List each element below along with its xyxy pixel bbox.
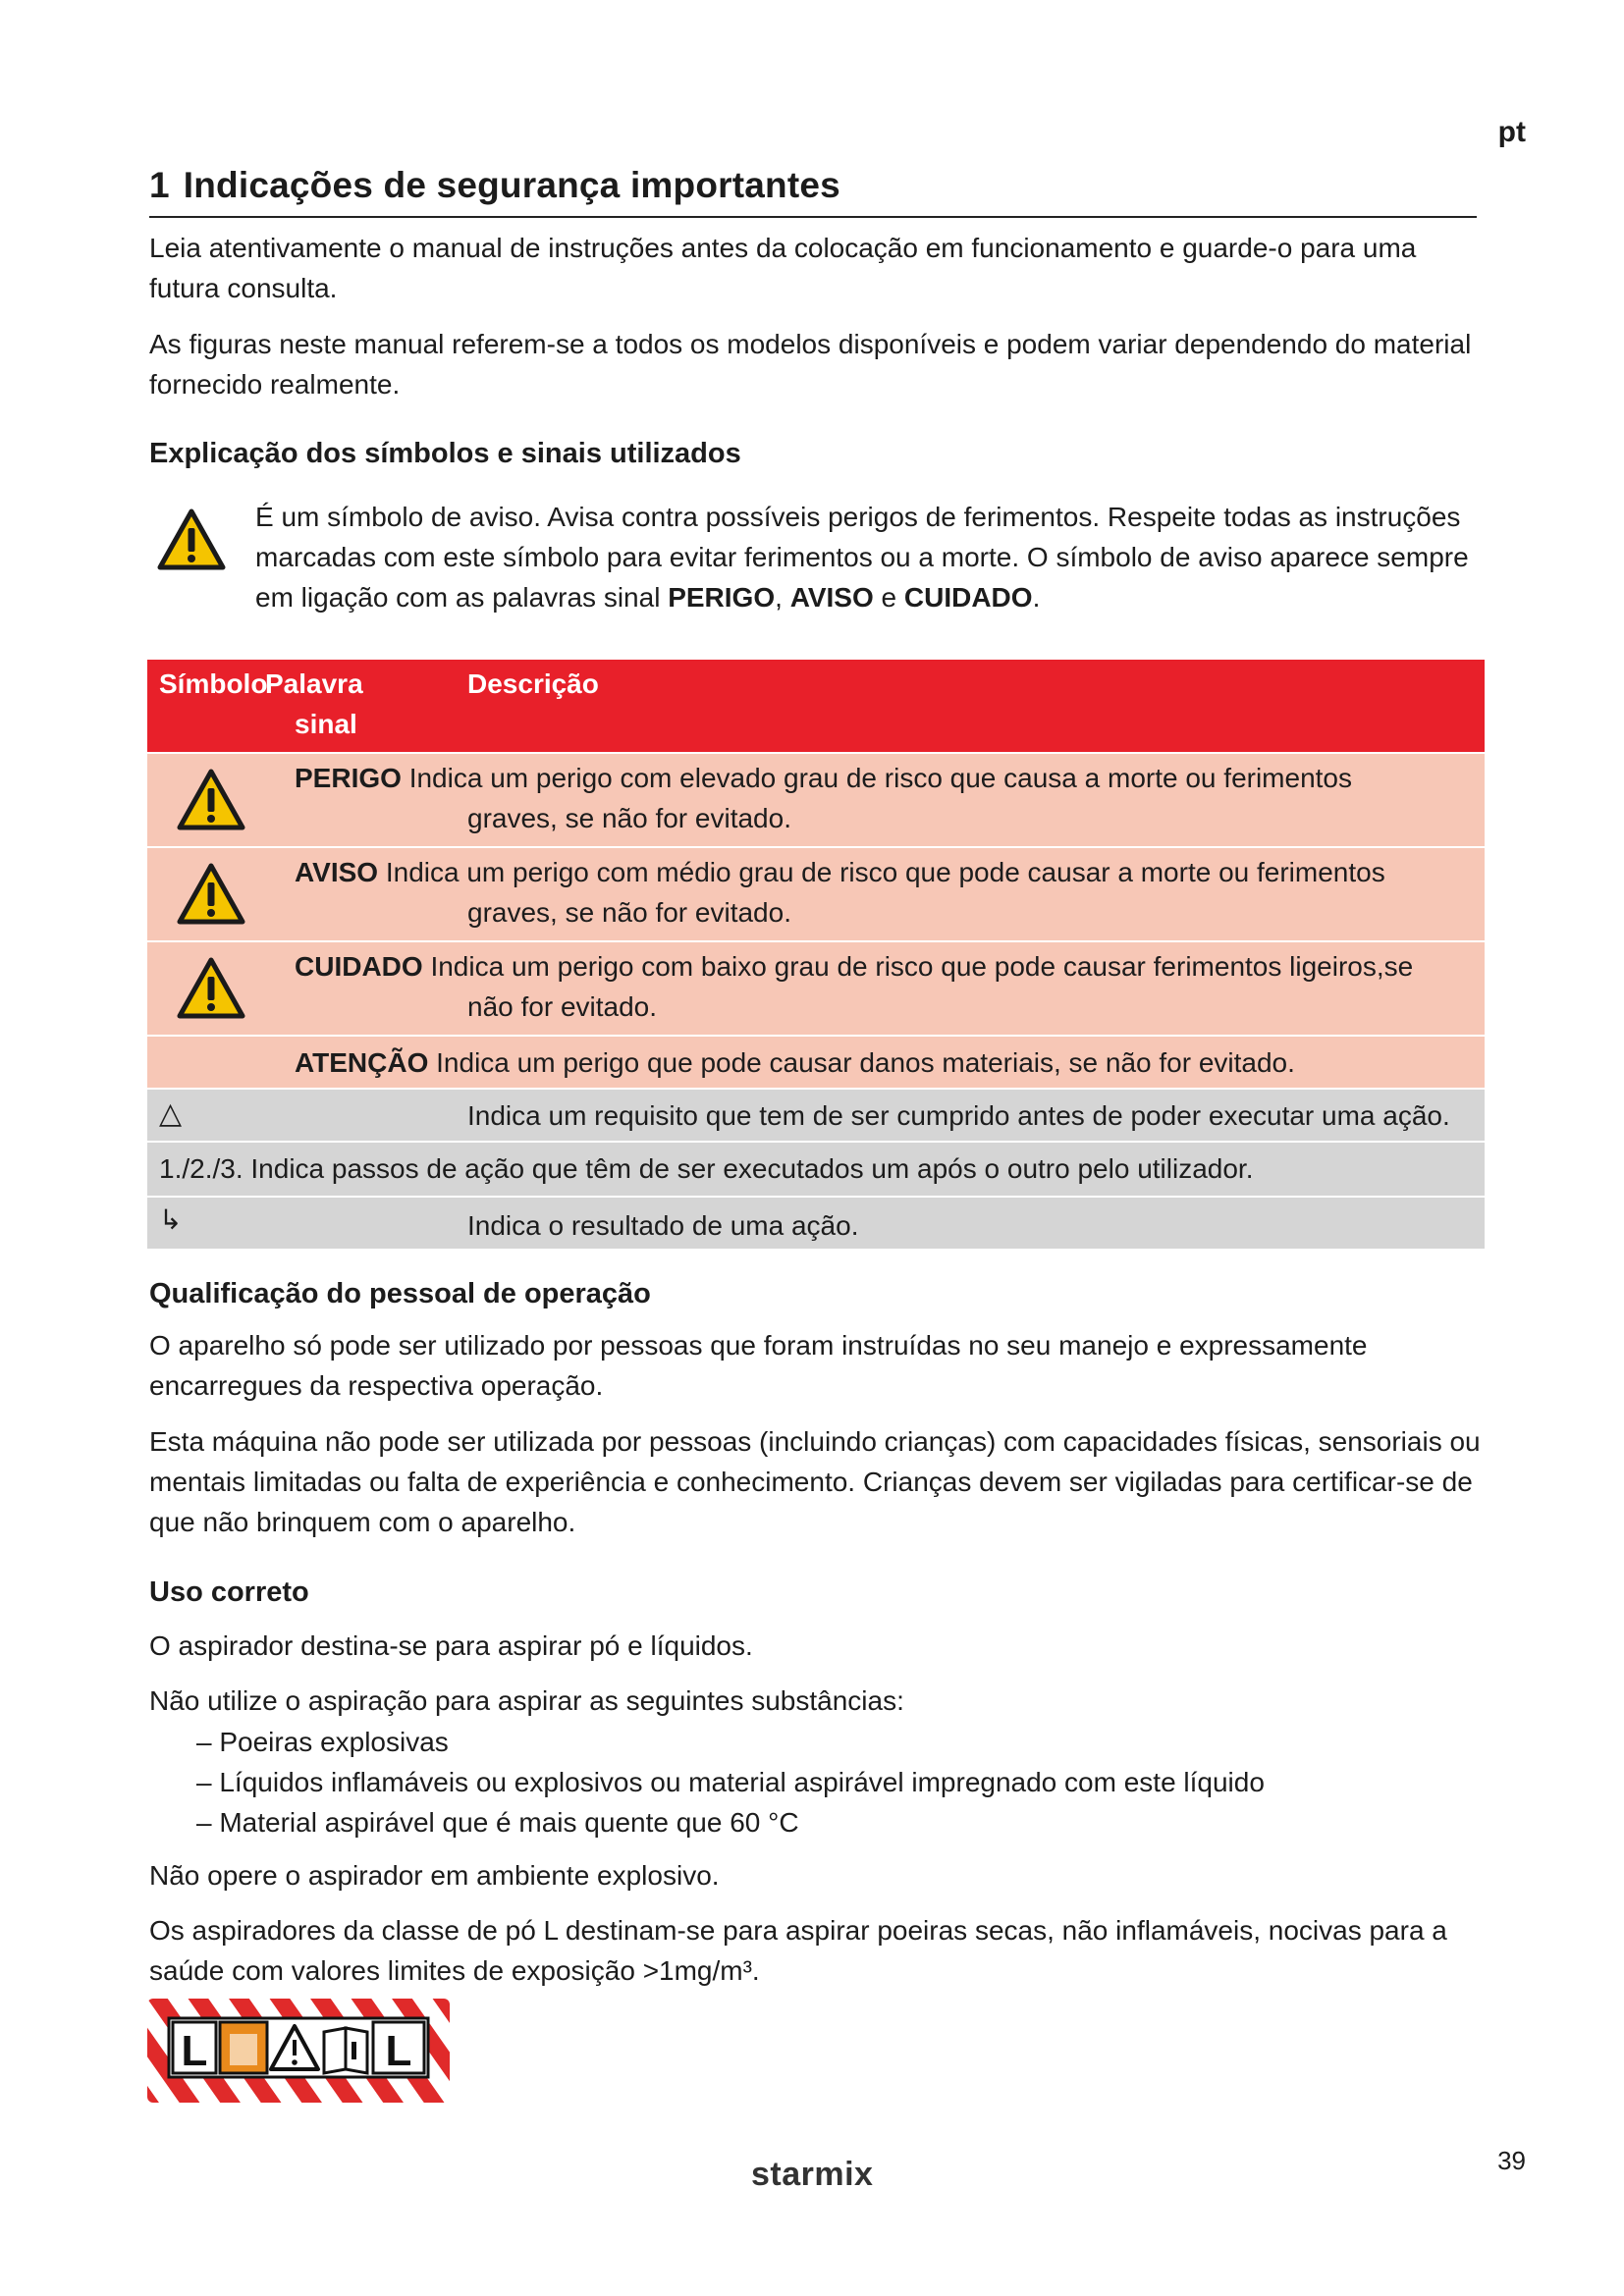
use-paragraph-1: O aspirador destina-se para aspirar pó e líquidos. [149,1630,753,1661]
table-row [147,942,1485,1035]
row-desc: Indica um perigo que pode causar danos materiais, se não for evitado. [436,1047,1295,1078]
col-word-line2: sinal [295,709,357,739]
signal-word: AVISO [295,857,379,887]
signal-word: ATENÇÃO [295,1047,429,1078]
intro-paragraph-1: Leia atentivamente o manual de instruções antes da colocação em funcionamento e guarde-o para uma futura consulta. [149,233,1417,303]
requirement-desc: Indica um requisito que tem de ser cumprido antes de poder executar uma ação. [467,1100,1450,1131]
table-header [147,660,1485,752]
table-row [147,1198,1485,1249]
row-desc-cont: graves, se não for evitado. [467,803,791,833]
badge-letter-right: L [385,2027,412,2075]
signal-word: PERIGO [295,763,402,793]
row-text [295,946,1413,987]
warning-triangle-icon [177,957,245,1020]
table-row [147,1037,1485,1088]
sentence-end: . [1032,582,1041,613]
qualification-paragraph-1: O aparelho só pode ser utilizado por pessoas que foram instruídas no seu manejo e expressamente encarregues da respectiva operação. [149,1330,1368,1401]
brand-logo: starmix [751,2156,874,2193]
use-heading: Uso correto [149,1576,309,1608]
table-row [147,848,1485,940]
keyword-aviso: AVISO [789,582,874,613]
page-number: 39 [1497,2146,1526,2175]
warning-triangle-icon [177,769,245,831]
table-row [147,1090,1485,1141]
symbols-heading: Explicação dos símbolos e sinais utilizados [149,438,741,469]
separator-2: e [873,582,904,613]
badge-letter-left: L [181,2027,208,2075]
section-heading [149,165,1477,218]
col-word-line1: Palavra [265,668,363,699]
warning-triangle-icon [177,863,245,926]
qualification-heading: Qualificação do pessoal de operação [149,1278,651,1309]
result-desc: Indica o resultado de uma ação. [467,1210,859,1241]
list-item: – Líquidos inflamáveis ou explosivos ou material aspirável impregnado com este líquido [196,1767,1265,1797]
substances-list [196,1722,1265,1842]
use-paragraph-4: Os aspiradores da classe de pó L destinam-se para aspirar poeiras secas, não inflamáveis, nocivas para a saúde com valores limites de exposição >1mg/m³. [149,1915,1447,1986]
steps-desc: 1./2./3. Indica passos de ação que têm de ser executados um após o outro pelo utilizador. [159,1153,1254,1184]
intro-paragraph-2: As figuras neste manual referem-se a todos os modelos disponíveis e podem variar dependendo do material fornecido realmente. [149,329,1472,400]
list-item: – Material aspirável que é mais quente que 60 °C [196,1807,799,1838]
row-text [295,852,1385,892]
col-description: Descrição [467,668,599,699]
use-paragraph-2: Não utilize o aspiração para aspirar as seguintes substâncias: [149,1685,904,1716]
table-row [147,754,1485,846]
warning-triangle-icon [157,508,226,571]
use-paragraph-3: Não opere o aspirador em ambiente explosivo. [149,1860,720,1891]
warning-explanation-text [255,497,1483,617]
section-number: 1 [149,165,170,205]
warning-text: É um símbolo de aviso. Avisa contra possíveis perigos de ferimentos. Respeite todas as instruções marcadas com este símbolo para evitar ferimentos ou a morte. O símbolo de aviso aparece sempre em ligação com as palavras sinal [255,502,1469,613]
signal-word: CUIDADO [295,951,423,982]
col-symbol: Símbolo [159,668,268,699]
qualification-paragraph-2: Esta máquina não pode ser utilizada por pessoas (incluindo crianças) com capacidades físicas, sensoriais ou mentais limitadas ou falta de experiência e conhecimento. Crianças devem ser vigiladas para certificar-se de que não brinquem com o aparelho. [149,1426,1481,1537]
row-desc: Indica um perigo com baixo grau de risco que pode causar ferimentos ligeiros,se [430,951,1414,982]
row-desc-cont: não for evitado. [467,991,658,1022]
section-title: Indicações de segurança importantes [183,165,840,205]
keyword-perigo: PERIGO [668,582,776,613]
list-item: – Poeiras explosivas [196,1727,449,1757]
row-text [295,758,1352,798]
row-desc-cont: graves, se não for evitado. [467,897,791,928]
row-desc: Indica um perigo com elevado grau de risco que causa a morte ou ferimentos [408,763,1353,793]
row-text [295,1042,1295,1083]
language-tag: pt [1497,116,1526,148]
dust-class-l-badge [147,1999,450,2103]
separator-1: , [775,582,790,613]
keyword-cuidado: CUIDADO [903,582,1033,613]
row-desc: Indica um perigo com médio grau de risco que pode causar a morte ou ferimentos [385,857,1385,887]
result-symbol-icon: ↳ [159,1204,183,1235]
requirement-symbol-icon: △ [159,1097,183,1130]
table-row [147,1143,1485,1196]
